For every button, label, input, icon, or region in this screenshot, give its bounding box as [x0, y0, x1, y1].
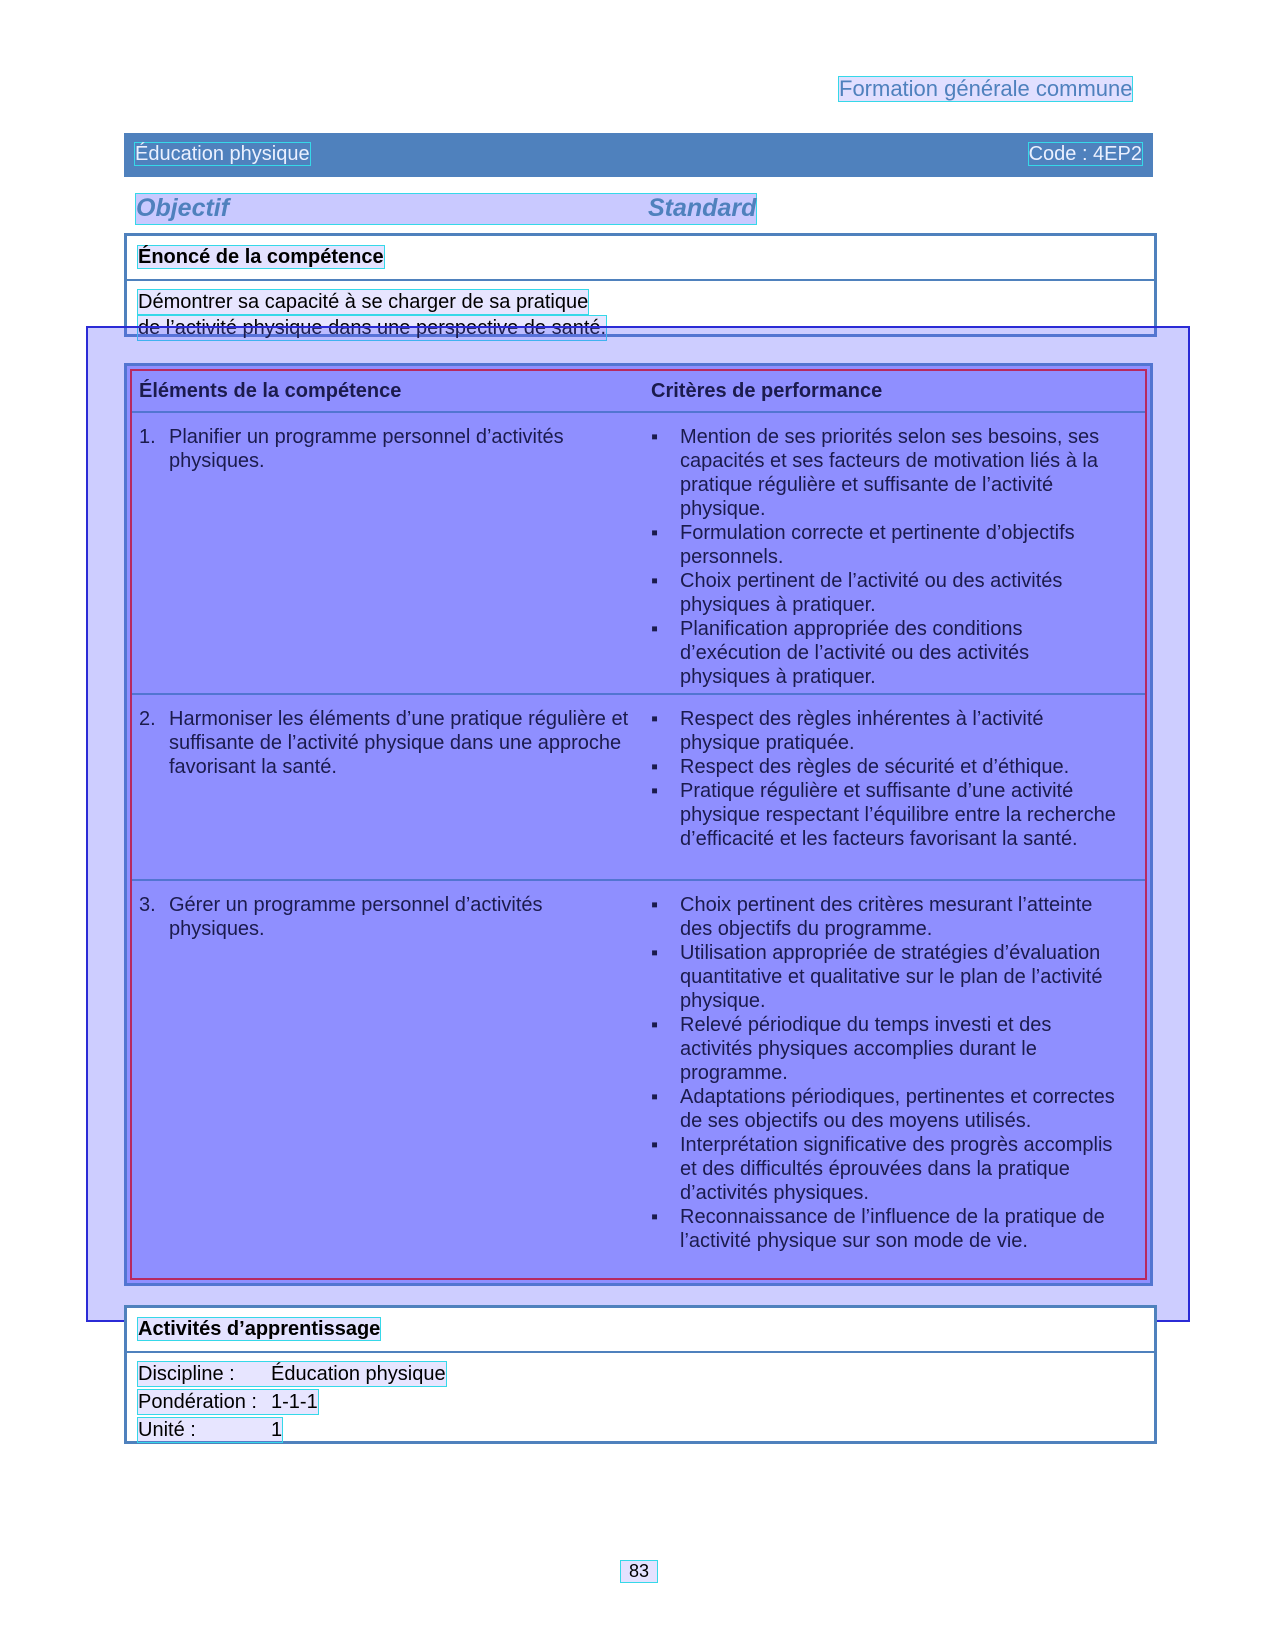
discipline-title-text: Éducation physique — [135, 143, 310, 165]
criterion-text: Formulation correcte et pertinente d’objectifs personnels. — [680, 522, 1075, 568]
discipline-value: Éducation physique — [271, 1363, 446, 1385]
learning-activities-box — [124, 1305, 1157, 1444]
objective-standard-row — [135, 193, 757, 225]
criterion-text: Planification appropriée des conditions d’exécution de l’activité ou des activités physiques à pratiquer. — [680, 618, 1030, 688]
element-number: 2. — [139, 708, 156, 730]
criterion-text: Choix pertinent de l’activité ou des activités physiques à pratiquer. — [680, 570, 1063, 616]
element-number: 3. — [139, 894, 156, 916]
criteria-column-header: Critères de performance — [651, 380, 883, 402]
statement-line: Démontrer sa capacité à se charger de sa pratique — [138, 291, 589, 313]
statement-line: de l’activité physique dans une perspective de santé. — [138, 317, 607, 339]
bullet-icon: ▪ — [651, 756, 659, 778]
bullet-icon: ▪ — [651, 1014, 659, 1036]
learning-activities-title — [127, 1308, 1154, 1353]
criterion-text: Reconnaissance de l’influence de la pratique de l’activité physique sur son mode de vie. — [680, 1206, 1105, 1252]
bullet-icon: ▪ — [651, 570, 659, 592]
criterion-text: Adaptations périodiques, pertinentes et correctes de ses objectifs ou des moyens utilisés. — [680, 1086, 1115, 1132]
bullet-icon: ▪ — [651, 1134, 659, 1156]
criterion-text: Respect des règles de sécurité et d’éthique. — [680, 756, 1070, 778]
competence-statement-box — [124, 233, 1157, 337]
course-code-text: Code : 4EP2 — [1028, 143, 1142, 165]
unit-line — [137, 1417, 1144, 1445]
learning-activities-body — [127, 1353, 1154, 1453]
unit-label: Unité : — [138, 1419, 196, 1441]
bullet-icon: ▪ — [651, 618, 659, 640]
page-number: 83 — [620, 1560, 658, 1583]
element-text: Gérer un programme personnel d’activités physiques. — [169, 894, 543, 940]
discipline-label: Discipline : — [138, 1363, 235, 1385]
course-code — [1028, 143, 1143, 166]
element-text: Planifier un programme personnel d’activités physiques. — [169, 426, 564, 472]
bullet-icon: ▪ — [651, 894, 659, 916]
bullet-icon: ▪ — [651, 780, 659, 802]
weighting-label: Pondération : — [138, 1391, 257, 1413]
criterion-text: Interprétation significative des progrès accomplis et des difficultés éprouvées dans la pratique d’activités physiques. — [680, 1134, 1113, 1204]
unit-value: 1 — [271, 1419, 283, 1441]
bullet-icon: ▪ — [651, 1206, 659, 1228]
bullet-icon: ▪ — [651, 522, 659, 544]
criterion-text: Utilisation appropriée de stratégies d’évaluation quantitative et qualitative sur le plan de l’activité physique. — [680, 942, 1103, 1012]
selection-overlay — [86, 326, 1190, 1322]
weighting-line — [137, 1389, 1144, 1417]
element-text: Harmoniser les éléments d’une pratique régulière et suffisante de l’activité physique dans une approche favorisant la santé. — [169, 708, 629, 778]
objective-heading: Objectif — [136, 194, 230, 222]
element-number: 1. — [139, 426, 156, 448]
discipline-band — [124, 133, 1153, 177]
discipline-title — [134, 143, 311, 166]
learning-activities-title-text: Activités d’apprentissage — [138, 1318, 381, 1340]
bullet-icon: ▪ — [651, 942, 659, 964]
criterion-text: Choix pertinent des critères mesurant l’atteinte des objectifs du programme. — [680, 894, 1093, 940]
weighting-value: 1-1-1 — [271, 1391, 318, 1413]
discipline-line — [137, 1361, 1144, 1389]
bullet-icon: ▪ — [651, 1086, 659, 1108]
bullet-icon: ▪ — [651, 708, 659, 730]
criterion-text: Relevé périodique du temps investi et des activités physiques accomplies durant le programme. — [680, 1014, 1052, 1084]
standard-heading: Standard — [648, 194, 757, 222]
bullet-icon: ▪ — [651, 426, 659, 448]
criterion-text: Mention de ses priorités selon ses besoins, ses capacités et ses facteurs de motivation liés à la pratique régulière et suffisante de l’activité physique. — [680, 426, 1100, 520]
competence-statement-title — [127, 236, 1154, 281]
elements-column-header: Éléments de la compétence — [139, 380, 402, 402]
competence-statement-title-text: Énoncé de la compétence — [138, 246, 384, 268]
program-header: Formation générale commune — [839, 76, 1133, 101]
criterion-text: Pratique régulière et suffisante d’une activité physique respectant l’équilibre entre la recherche d’efficacité et les facteurs favorisant la santé. — [680, 780, 1116, 850]
criterion-text: Respect des règles inhérentes à l’activité physique pratiquée. — [680, 708, 1044, 754]
